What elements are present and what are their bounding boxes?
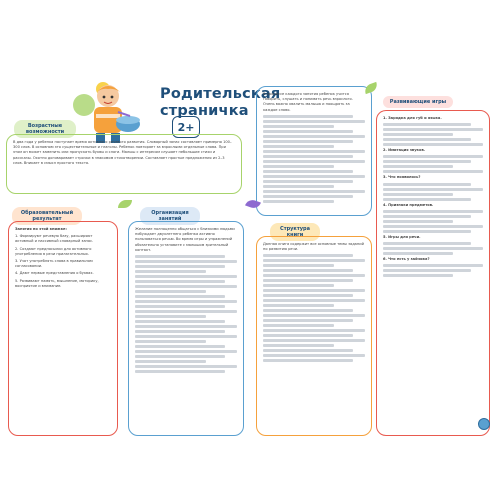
- tag-organization: Организация занятий: [140, 207, 200, 225]
- tag-result: Образовательный результат: [12, 207, 82, 225]
- possibilities-text: В два года у ребенка наступает время активного речевого развития. Словарный запас составляет примерно 100–300 слов. В основном это существительные и глаголы. Ребенок повторяет за взрослыми отдельные слова. При этом он может заменить или пропускать буквы и слоги. Малыш с интересом слушает небольшие стихи и рассказы. Охотно договаривает строчки в знакомом стихотворении. Составляет простые предложения из 2–3 слов. Вникает в смысл простого текста.: [13, 140, 232, 165]
- exercise-1: 1. Зарядка для губ и языка.: [383, 116, 442, 120]
- tag-structure: Структура книги: [270, 223, 320, 241]
- age-badge: 2+: [172, 116, 200, 138]
- exercise-3: 3. Что появилось?: [383, 175, 421, 180]
- structure-box: [256, 236, 372, 436]
- result-item-5: 5. Развивают память, мышление, моторику, восприятие и внимание.: [15, 278, 99, 288]
- middle-box: [256, 86, 372, 216]
- exercise-2: 2. Имитация звуков.: [383, 148, 426, 153]
- exercise-6: 6. Что есть у зайчика?: [383, 257, 430, 262]
- tag-possibilities: Возрастные возможности: [14, 120, 76, 138]
- page-title: Родительская страничка: [160, 86, 281, 119]
- result-item-1: 1. Формируют речевую базу, расширяют активный и пассивный словарный запас.: [15, 234, 94, 244]
- structure-text: Данная книга содержит все основные темы заданий по развитию речи.: [263, 242, 364, 252]
- tag-exercises: Развивающие игры: [383, 96, 453, 108]
- result-box: [8, 221, 118, 436]
- result-item-2: 2. Создают предпосылки для активного употребления в речи прилагательных.: [15, 246, 92, 256]
- exercise-4: 4. Признаки предметов.: [383, 202, 434, 207]
- middle-text: В процессе каждого занятия ребенок учится говорить, слушать и понимать речь взрослого. Очень важно хвалить малыша и поощрять за каждое слово.: [263, 92, 353, 112]
- exercises-box: [376, 110, 490, 436]
- result-item-3: 3. Учат употреблять слова в правильном согласовании.: [15, 259, 93, 269]
- possibilities-box: [6, 134, 242, 194]
- result-item-4: 4. Дают первые представления о буквах.: [15, 271, 94, 276]
- result-intro: Занятия по этой книжке:: [15, 227, 67, 231]
- organization-box: [128, 221, 244, 436]
- exercise-5: 5. Игры для речи.: [383, 234, 421, 239]
- globe-icon: [478, 418, 490, 430]
- organization-text: Желание полноценно общаться с близкими людьми побуждает двухлетнего ребенка активно пользоваться речью. Во время игры и упражнений обязательно установите с малышом зрительный контакт.: [135, 227, 235, 252]
